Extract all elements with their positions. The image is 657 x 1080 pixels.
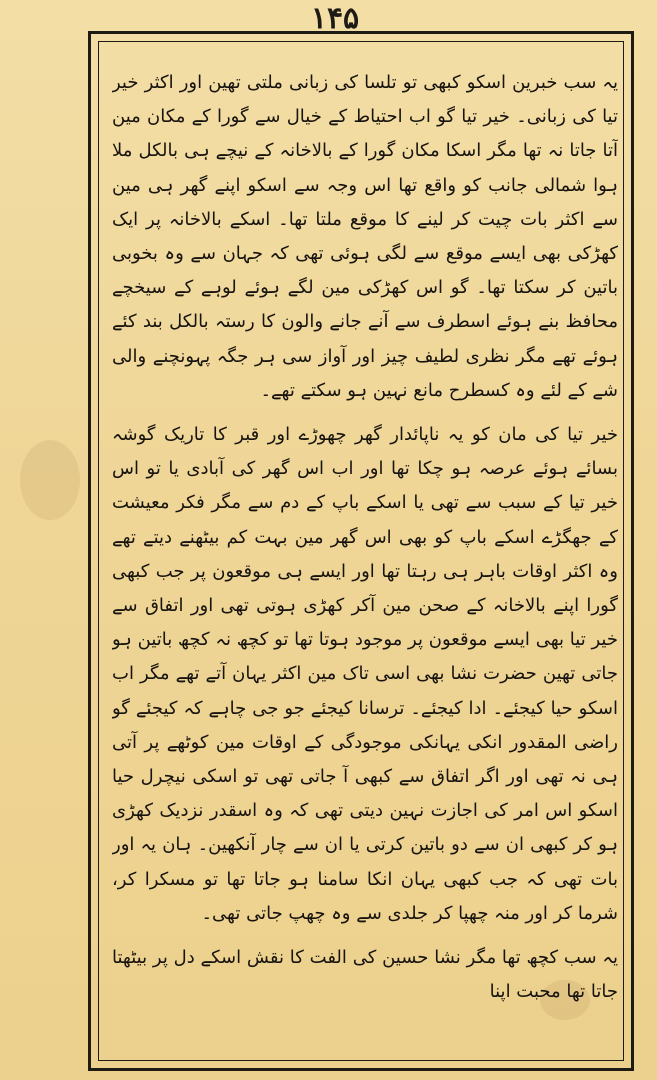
paragraph: یہ سب خبرین اسکو کبھی تو تلسا کی زبانی ملتی تھین اور اکثر خیر تیا کی زبانی۔ خیر تیا گو اب احتیاط کے خیال سے گورا کے مکان مین آتا جاتا نہ تھا مگر اسکا مکان گورا کے بالاخانہ کے نیچے ہی بالکل ملا ہوا شمالی جانب کو واقع تھا اس وجہ سے اسکو اپنے گھر ہی مین سے اکثر بات چیت کر لینے کا موقع ملتا تھا۔ اسکے بالاخانہ پر ایک کھڑکی بھی ایسے موقع سے لگی ہوئی تھی کہ جہان سے وہ بخوبی باتین کر سکتا تھا۔ گو اس کھڑکی مین لگے ہوئے لوہے کے سیخچے محافظ بنے ہوئے اسطرف سے آنے جانے والون کا رستہ بالکل بند کئے ہوئے تھے مگر نظری لطیف چیز اور آواز سی ہر جگہ پہونچنے والی شے کے لئے وہ کسطرح مانع نہین ہو سکتے تھے۔ xyxy=(112,72,618,401)
paragraph: خیر تیا کی مان کو یہ ناپائدار گھر چھوڑے اور قبر کا تاریک گوشہ بسائے ہوئے عرصہ ہو چکا تھا اور اب اس گھر کی آبادی یا تو اس خیر تیا کے سبب سے تھی یا اسکے باپ کے دم سے مگر فکر معیشت کے جھگڑے اسکے باپ کو بھی اس گھر مین بہت کم بیٹھنے دیتے تھے وہ اکثر اوقات باہر ہی رہتا تھا اور ایسے ہی موقعون پر جب کبھی گورا اپنے بالاخانہ کے صحن مین آکر کھڑی ہوتی تھی اور اتفاق سے خیر تیا بھی ایسے موقعون پر موجود ہوتا تھا تو کچھ نہ کچھ باتین ہو جاتی تھین حضرت نشا بھی اسی تاک مین اکثر یہان آتے تھے مگر اب اسکو حیا کیجئے۔ ادا کیجئے۔ ترسانا کیجئے جو جی چاہے کہ کیجئے گو راضی المقدور انکی یہانکی موجودگی کے اوقات مین کوٹھے پر آتی ہی نہ تھی اور اگر اتفاق سے کبھی آ جاتی تھی تو اسکی نیچرل حیا اسکو اس امر کی اجازت نہین دیتی تھی کہ وہ اسقدر نزدیک کھڑی ہو کر کبھی ان سے دو باتین کرتی یا ان سے چار آنکھین۔ ہان یہ اور بات تھی کہ جب کبھی یہان انکا سامنا ہو جاتا تھا تو مسکرا کر، شرما کر اور منہ چھپا کر جلدی سے وہ چھپ جاتی تھی۔ xyxy=(112,424,618,924)
body-text xyxy=(112,66,618,1056)
paragraph: یہ سب کچھ تھا مگر نشا حسین کی الفت کا نقش اسکے دل پر بیٹھتا جاتا تھا محبت اپنا xyxy=(112,947,618,1003)
paper-stain xyxy=(20,440,80,520)
page-number: ۱۴۵ xyxy=(310,1,360,36)
